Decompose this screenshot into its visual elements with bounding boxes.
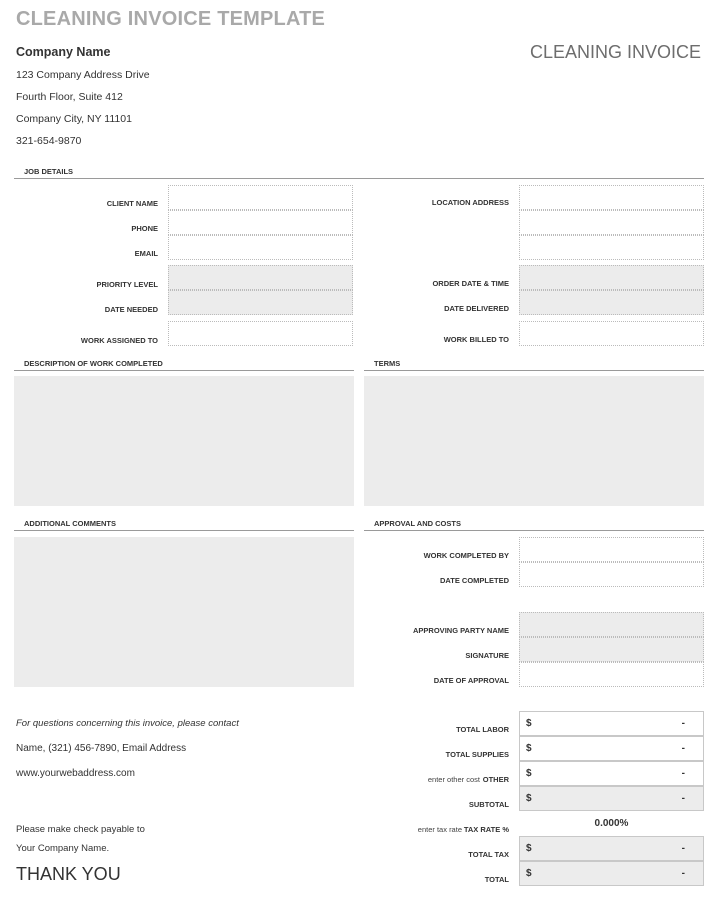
work-assigned-to-label: WORK ASSIGNED TO — [80, 336, 158, 345]
amount-value: - — [681, 868, 685, 879]
email-field[interactable] — [168, 235, 353, 260]
approval-costs-divider — [364, 530, 704, 531]
date-of-approval-field[interactable] — [519, 662, 704, 687]
email-label: EMAIL — [134, 249, 158, 258]
date-needed-field[interactable] — [168, 290, 353, 315]
amount-value: - — [681, 768, 685, 779]
signature-field[interactable] — [519, 637, 704, 662]
signature-label: SIGNATURE — [465, 651, 509, 660]
total-supplies-field[interactable] — [519, 736, 704, 761]
total-labor-field[interactable] — [519, 711, 704, 736]
phone-field[interactable] — [168, 210, 353, 235]
terms-box[interactable] — [364, 376, 704, 506]
subtotal-field — [519, 786, 704, 811]
additional-comments-box[interactable] — [14, 537, 354, 687]
date-delivered-field[interactable] — [519, 290, 704, 315]
total-field — [519, 861, 704, 886]
contact-line: Name, (321) 456-7890, Email Address — [16, 743, 187, 754]
priority-level-label: PRIORITY LEVEL — [96, 280, 158, 289]
subtotal-label: SUBTOTAL — [468, 800, 509, 809]
work-billed-to-field[interactable] — [519, 321, 704, 346]
approval-costs-heading: APPROVAL AND COSTS — [374, 519, 461, 528]
amount-value: - — [681, 793, 685, 804]
date-of-approval-label: DATE OF APPROVAL — [433, 676, 509, 685]
job-details-divider — [14, 178, 704, 179]
approving-party-name-label: APPROVING PARTY NAME — [413, 626, 509, 635]
client-name-field[interactable] — [168, 185, 353, 210]
priority-level-field[interactable] — [168, 265, 353, 290]
order-date-time-label: ORDER DATE & TIME — [432, 279, 509, 288]
job-details-heading: JOB DETAILS — [24, 167, 74, 176]
currency-symbol: $ — [526, 843, 532, 854]
thank-you-text: THANK YOU — [16, 864, 121, 884]
work-completed-by-field[interactable] — [519, 537, 704, 562]
currency-symbol: $ — [526, 768, 532, 779]
payable-name: Your Company Name. — [16, 843, 110, 854]
terms-heading: TERMS — [374, 359, 401, 368]
other-cost-hint: enter other cost — [427, 775, 480, 784]
currency-symbol: $ — [526, 868, 532, 879]
description-box[interactable] — [14, 376, 354, 506]
order-date-time-field[interactable] — [519, 265, 704, 290]
amount-value: - — [681, 718, 685, 729]
invoice-label: CLEANING INVOICE — [529, 42, 701, 62]
total-labor-label: TOTAL LABOR — [456, 725, 509, 734]
location-address-field-line3[interactable] — [519, 235, 704, 260]
date-completed-field[interactable] — [519, 562, 704, 587]
total-tax-field — [519, 836, 704, 861]
company-address-line2: Fourth Floor, Suite 412 — [16, 91, 123, 103]
company-phone: 321-654-9870 — [16, 135, 82, 147]
page-title: CLEANING INVOICE TEMPLATE — [16, 8, 326, 30]
amount-value: - — [681, 843, 685, 854]
work-billed-to-label: WORK BILLED TO — [443, 335, 509, 344]
date-needed-label: DATE NEEDED — [104, 305, 158, 314]
work-completed-by-label: WORK COMPLETED BY — [423, 551, 509, 560]
other-cost-field[interactable] — [519, 761, 704, 786]
description-divider — [14, 370, 354, 371]
tax-rate-label: TAX RATE % — [463, 825, 509, 834]
tax-rate-hint: enter tax rate — [417, 825, 462, 834]
web-address: www.yourwebaddress.com — [16, 768, 135, 779]
payable-text: Please make check payable to — [16, 824, 145, 835]
location-address-field-line2[interactable] — [519, 210, 704, 235]
currency-symbol: $ — [526, 793, 532, 804]
additional-comments-divider — [14, 530, 354, 531]
company-name: Company Name — [16, 45, 111, 59]
location-address-label: LOCATION ADDRESS — [431, 198, 509, 207]
amount-value: - — [681, 743, 685, 754]
questions-text: For questions concerning this invoice, please contact — [16, 718, 239, 729]
company-address-line1: 123 Company Address Drive — [16, 69, 150, 81]
total-tax-label: TOTAL TAX — [468, 850, 509, 859]
tax-rate-value[interactable]: 0.000% — [594, 818, 629, 829]
terms-divider — [364, 370, 704, 371]
work-assigned-to-field[interactable] — [168, 321, 353, 346]
client-name-label: CLIENT NAME — [106, 199, 158, 208]
location-address-field-line1[interactable] — [519, 185, 704, 210]
phone-label: PHONE — [131, 224, 158, 233]
company-address-line3: Company City, NY 11101 — [16, 113, 132, 125]
description-heading: DESCRIPTION OF WORK COMPLETED — [24, 359, 163, 368]
date-delivered-label: DATE DELIVERED — [444, 304, 509, 313]
currency-symbol: $ — [526, 718, 532, 729]
approving-party-name-field[interactable] — [519, 612, 704, 637]
currency-symbol: $ — [526, 743, 532, 754]
total-supplies-label: TOTAL SUPPLIES — [445, 750, 509, 759]
additional-comments-heading: ADDITIONAL COMMENTS — [24, 519, 116, 528]
date-completed-label: DATE COMPLETED — [439, 576, 509, 585]
other-label: OTHER — [482, 775, 509, 784]
total-label: TOTAL — [484, 875, 509, 884]
